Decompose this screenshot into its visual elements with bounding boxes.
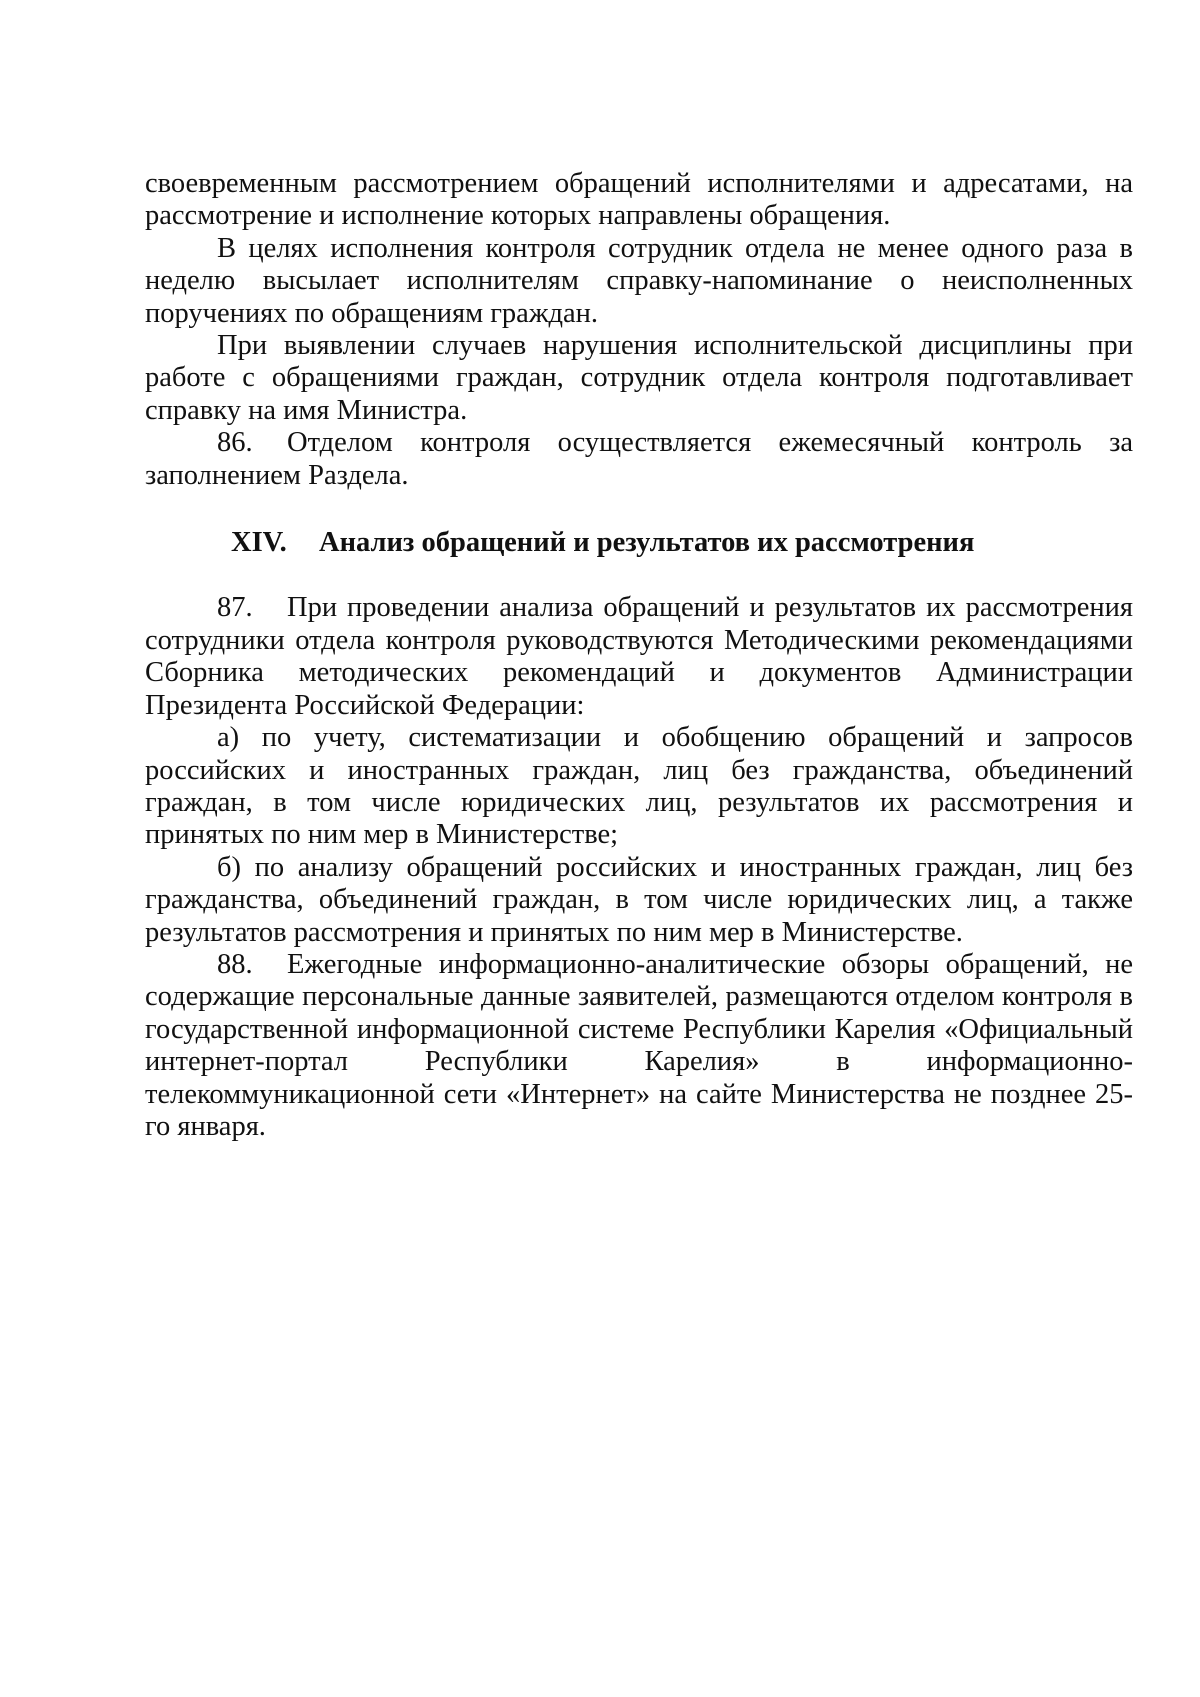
document-page bbox=[145, 168, 1133, 1143]
item-86 bbox=[145, 427, 1133, 492]
item-87 bbox=[145, 592, 1133, 722]
section-heading bbox=[145, 492, 1133, 592]
item-87-number: 87. bbox=[217, 592, 253, 624]
subitem-a: а) по учету, систематизации и обобщению обращений и запросов российских и иностранных граждан, лиц без гражданства, объединений граждан, в том числе юридических лиц, результатов их рассмотрения и принятых по ним мер в Министерстве; bbox=[145, 722, 1133, 851]
paragraph-control-reminder: В целях исполнения контроля сотрудник отдела не менее одного раза в неделю высылает исполнителям справку-напоминание о неисполненных поручениях по обращениям граждан. bbox=[145, 232, 1133, 329]
item-86-text: Отделом контроля осуществляется ежемесячный контроль за заполнением Раздела. bbox=[145, 427, 1133, 491]
section-heading-title: Анализ обращений и результатов их рассмотрения bbox=[319, 527, 975, 559]
item-86-number: 86. bbox=[217, 427, 253, 459]
item-88-number: 88. bbox=[217, 948, 253, 980]
intro-paragraph: своевременным рассмотрением обращений исполнителями и адресатами, на рассмотрение и исполнение которых направлены обращения. bbox=[145, 168, 1133, 232]
item-88 bbox=[145, 949, 1133, 1143]
item-88-text: Ежегодные информационно-аналитические обзоры обращений, не содержащие персональные данные заявителей, размещаются отделом контроля в государственной информационной системе Республики Карелия «Официальный интернет-портал Республики Карелия» в информационно-телекоммуникационной сети «Интернет» на сайте Министерства не позднее 25-го января. bbox=[145, 948, 1133, 1142]
paragraph-violations: При выявлении случаев нарушения исполнительской дисциплины при работе с обращениями граждан, сотрудник отдела контроля подготавливает справку на имя Министра. bbox=[145, 330, 1133, 426]
subitem-b: б) по анализу обращений российских и иностранных граждан, лиц без гражданства, объединений граждан, в том числе юридических лиц, а также результатов рассмотрения и принятых по ним мер в Министерстве. bbox=[145, 851, 1133, 948]
item-87-text: При проведении анализа обращений и результатов их рассмотрения сотрудники отдела контроля руководствуются Методическими рекомендациями Сборника методических рекомендаций и документов Администрации Президента Российской Федерации: bbox=[145, 592, 1133, 721]
section-heading-roman: XIV. bbox=[231, 527, 287, 559]
